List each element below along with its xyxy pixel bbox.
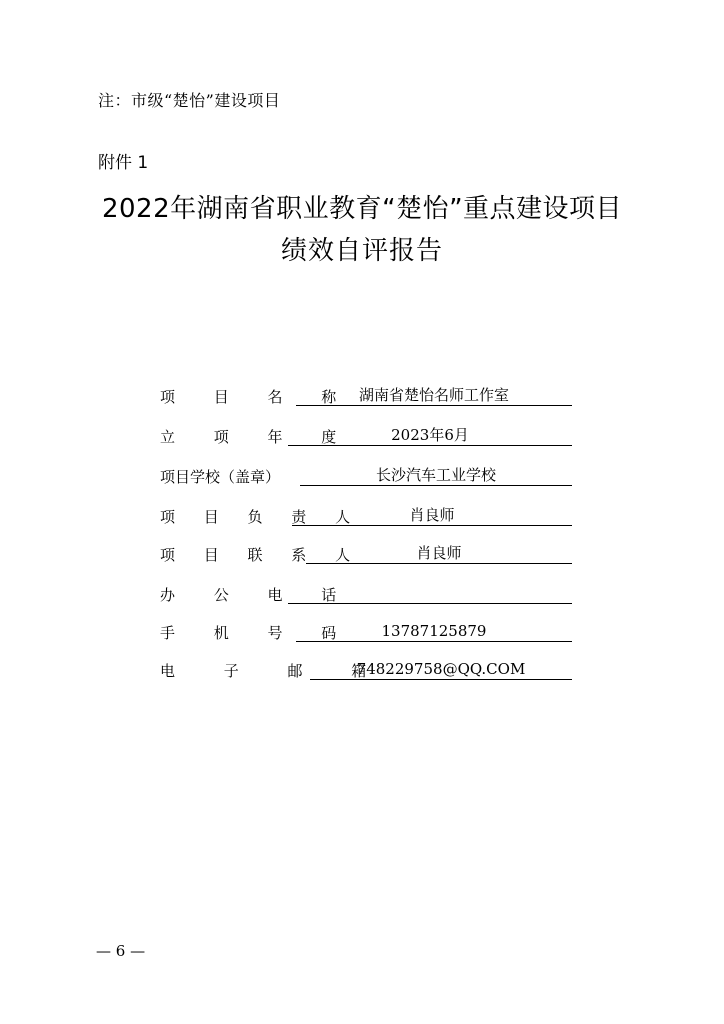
form-row-approval-year xyxy=(160,426,572,448)
form-label: 电 子 邮 箱 xyxy=(160,662,389,680)
form-row-mobile xyxy=(160,622,572,644)
note-text: 注：市级“楚怡”建设项目 xyxy=(98,91,281,110)
form-label: 项 目 负 责 人 xyxy=(160,508,363,526)
form-label: 手 机 号 码 xyxy=(160,624,354,642)
form-label: 办 公 电 话 xyxy=(160,586,354,604)
form-row-school xyxy=(160,466,572,488)
form-label: 项 目 联 系 人 xyxy=(160,546,363,564)
form-label: 项 目 名 称 xyxy=(160,388,354,406)
form-value: 2023年6月 xyxy=(288,425,572,446)
form-value: 肖良师 xyxy=(306,543,572,564)
form-value: 13787125879 xyxy=(296,621,572,642)
report-title-line2: 绩效自评报告 xyxy=(280,236,443,266)
form-row-project-contact xyxy=(160,544,572,566)
form-value: 湖南省楚怡名师工作室 xyxy=(296,385,572,406)
form-row-office-phone xyxy=(160,584,572,606)
form-row-project-name xyxy=(160,386,572,408)
form-value xyxy=(288,583,572,604)
page-number: — 6 — xyxy=(96,942,146,960)
form-value: 748229758@QQ.COM xyxy=(310,659,572,680)
report-title-line1: 2022年湖南省职业教育“楚怡”重点建设项目 xyxy=(101,194,623,224)
form-row-project-lead xyxy=(160,506,572,528)
attachment-label: 附件 1 xyxy=(98,153,149,173)
form-label: 立 项 年 度 xyxy=(160,428,354,446)
form-label: 项目学校（盖章） xyxy=(160,468,281,486)
form-value: 肖良师 xyxy=(292,505,572,526)
form-value: 长沙汽车工业学校 xyxy=(300,465,572,486)
form-row-email xyxy=(160,660,572,682)
